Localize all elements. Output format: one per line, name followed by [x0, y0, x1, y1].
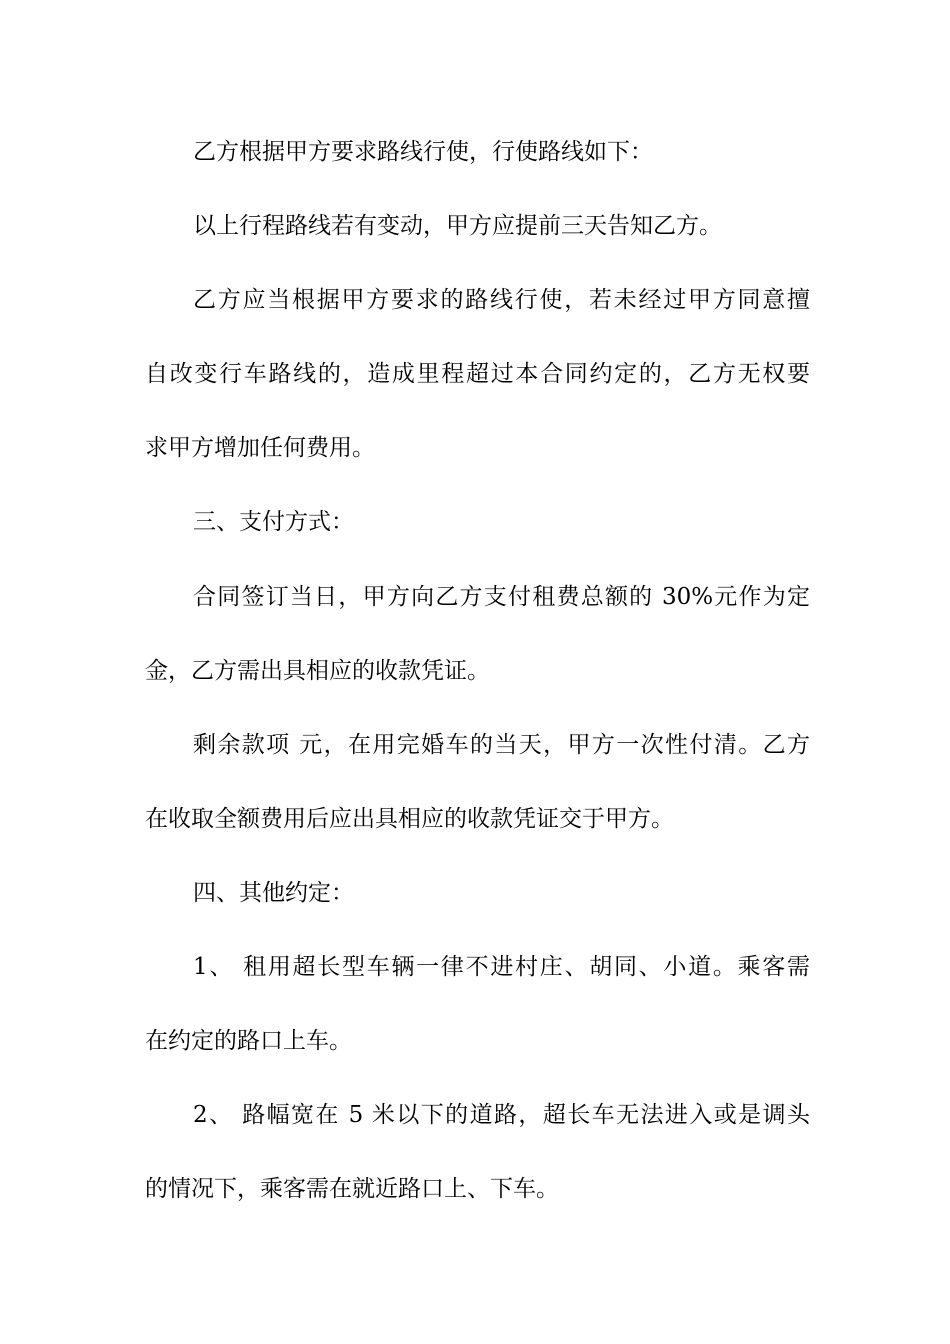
section-heading-payment: 三、支付方式：: [193, 509, 354, 535]
paragraph-route-change: 以上行程路线若有变动，甲方应提前三天告知乙方。: [193, 213, 722, 239]
paragraph-route-rule-line-3: 求甲方增加任何费用。: [145, 435, 375, 461]
item-2-line-2: 的情况下，乘客需在就近路口上、下车。: [145, 1176, 559, 1202]
item-1-line-1: 1、 租用超长型车辆一律不进村庄、胡同、小道。乘客需: [193, 954, 810, 980]
paragraph-deposit-line-2: 金，乙方需出具相应的收款凭证。: [145, 658, 490, 684]
paragraph-route-intro: 乙方根据甲方要求路线行使，行使路线如下：: [193, 139, 653, 165]
paragraph-deposit-line-1: 合同签订当日，甲方向乙方支付租费总额的 30%元作为定: [193, 584, 810, 610]
paragraph-route-rule-line-1: 乙方应当根据甲方要求的路线行使，若未经过甲方同意擅: [193, 287, 810, 313]
item-2-line-1: 2、 路幅宽在 5 米以下的道路，超长车无法进入或是调头: [193, 1102, 810, 1128]
item-1-line-2: 在约定的路口上车。: [145, 1028, 352, 1054]
section-heading-other: 四、其他约定：: [193, 880, 354, 906]
paragraph-balance-line-2: 在收取全额费用后应出具相应的收款凭证交于甲方。: [145, 806, 674, 832]
paragraph-route-rule-line-2: 自改变行车路线的，造成里程超过本合同约定的，乙方无权要: [145, 361, 810, 387]
paragraph-balance-line-1: 剩余款项 元，在用完婚车的当天，甲方一次性付清。乙方: [193, 732, 810, 758]
